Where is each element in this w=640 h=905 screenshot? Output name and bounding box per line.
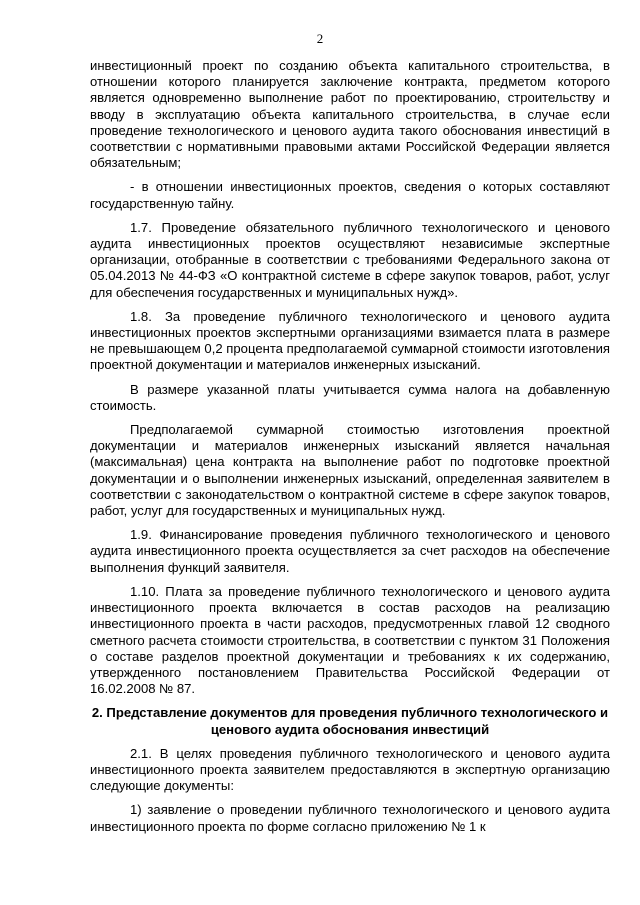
paragraph-1-10: 1.10. Плата за проведение публичного технологического и ценового аудита инвестиционного проекта включается в состав расходов на реализацию инвестиционного проекта в части расходов, предусмотренных главой 12 сводного сметного расчета стоимости строительства, в соответствии с пунктом 31 Положения о составе разделов проектной документации и требованиях к их содержанию, утвержденного постановлением Правительства Российской Федерации от 16.02.2008 № 87. [90, 583, 610, 697]
document-body [90, 58, 610, 843]
section-2-heading: 2. Представление документов для проведения публичного технологического и ценового аудита обоснования инвестиций [91, 705, 609, 737]
paragraph-1-8: 1.8. За проведение публичного технологического и ценового аудита инвестиционных проектов экспертными организациями взимается плата в размере не превышающем 0,2 процента предполагаемой суммарной стоимости изготовления проектной документации и материалов инженерных изысканий. [90, 308, 610, 373]
page-number: 2 [316, 31, 324, 46]
paragraph-2-1: 2.1. В целях проведения публичного технологического и ценового аудита инвестиционного проекта заявителем предоставляются в экспертную организацию следующие документы: [90, 745, 610, 794]
paragraph-investment-project-continuation: инвестиционный проект по созданию объекта капитального строительства, в отношении которого планируется заключение контракта, предметом которого является одновременно выполнение работ по проектированию, строительству и вводу в эксплуатацию объекта капитального строительства, в случае если проведение технологического и ценового аудита такого обоснования инвестиций в соответствии с нормативными правовыми актами Российской Федерации является обязательным; [90, 58, 610, 171]
paragraph-estimated-cost: Предполагаемой суммарной стоимостью изготовления проектной документации и материалов инженерных изысканий является начальная (максимальная) цена контракта на выполнение работ по подготовке проектной документации и о выполнении инженерных изысканий, определенная заявителем в соответствии с законодательством о контрактной системе в сфере закупок товаров, работ, услуг для государственных и муниципальных нужд. [90, 422, 610, 519]
paragraph-vat: В размере указанной платы учитывается сумма налога на добавленную стоимость. [90, 381, 610, 413]
paragraph-2-1-item-1: 1) заявление о проведении публичного технологического и ценового аудита инвестиционного проекта по форме согласно приложению № 1 к [90, 802, 610, 834]
paragraph-1-9: 1.9. Финансирование проведения публичного технологического и ценового аудита инвестиционного проекта осуществляется за счет расходов на обеспечение выполнения функций заявителя. [90, 527, 610, 575]
paragraph-1-7: 1.7. Проведение обязательного публичного технологического и ценового аудита инвестиционных проектов осуществляют независимые экспертные организации, отобранные в соответствии с требованиями Федерального закона от 05.04.2013 № 44-ФЗ «О контрактной системе в сфере закупок товаров, работ, услуг для обеспечения государственных и муниципальных нужд». [90, 219, 610, 300]
paragraph-state-secret: - в отношении инвестиционных проектов, сведения о которых составляют государственную тайну. [90, 179, 610, 211]
